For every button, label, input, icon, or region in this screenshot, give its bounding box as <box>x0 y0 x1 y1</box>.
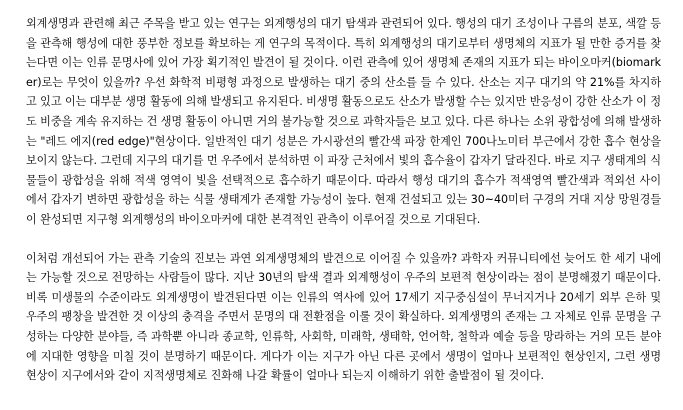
paragraph-2: 이처럼 개선되어 가는 관측 기술의 진보는 과연 외계생명체의 발견으로 이어질 수 있을까? 과학자 커뮤니티에선 늦어도 한 세기 내에는 가능할 것으로 전망하는 사람들이 많다. 지난 30년의 탐색 결과 외계행성이 우주의 보편적 현상이라는 점이 분명해졌기 때문이다. 비록 미생물의 수준이라도 외계생명이 발견된다면 이는 인류의 역사에 있어 17세기 지구중심설이 무너지거나 20세기 외부 은하 및 우주의 팽창을 발견한 것 이상의 충격을 주면서 문명의 대 전환점을 이룰 것이 확실하다. 외계생명의 존재는 그 자체로 인류 문명을 구성하는 다양한 분야들, 즉 과학뿐 아니라 종교학, 인류학, 사회학, 미래학, 생태학, 언어학, 철학과 예술 등을 망라하는 거의 모든 분야에 지대한 영향을 미칠 것이 분명하기 때문이다. 게다가 이는 지구가 아닌 다른 곳에서 생명이 얼마나 보편적인 현상인지, 그런 생명 현상이 지구에서와 같이 지적생명체로 진화해 나갈 확률이 얼마나 되는지 이해하기 위한 출발점이 될 것이다. <box>26 251 661 383</box>
paragraph-1: 외계생명과 관련해 최근 주목을 받고 있는 연구는 외계행성의 대기 탐색과 관련되어 있다. 행성의 대기 조성이나 구름의 분포, 색깔 등을 관측해 행성에 대한 풍부한 정보를 확보하는 게 연구의 목적이다. 특히 외계행성의 대기로부터 생명체의 지표가 될 만한 증거를 찾는다면 이는 인류 문명사에 있어 가장 획기적인 발견이 될 것이다. 이런 관측에 있어 생명체 존재의 지표가 되는 바이오마커(biomarker)로는 무엇이 있을까? 우선 화학적 비평형 과정으로 발생하는 대기 중의 산소를 들 수 있다. 산소는 지구 대기의 약 21%를 차지하고 있고 이는 대부분 생명 활동에 의해 발생되고 유지된다. 비생명 활동으로도 산소가 발생할 수는 있지만 반응성이 강한 산소가 이 정도 비중을 계속 유지하는 건 생명 활동이 아니면 거의 불가능할 것으로 과학자들은 보고 있다. 다른 하나는 소위 광합성에 의해 발생하는 "레드 에지(red edge)"현상이다. 일반적인 대기 성분은 가시광선의 빨간색 파장 한계인 700나노미터 부근에서 강한 흡수 현상을 보이지 않는다. 그런데 지구의 대기를 먼 우주에서 분석하면 이 파장 근처에서 빛의 흡수율이 갑자기 달라진다. 바로 지구 생태계의 식물들이 광합성을 위해 적색 영역이 빛을 선택적으로 흡수하기 때문이다. 따라서 행성 대기의 흡수가 적색영역 빨간색과 적외선 사이에서 갑자기 변하면 광합성을 하는 식물 생태계가 존재할 가능성이 높다. 현재 건설되고 있는 30~40미터 구경의 거대 지상 망원경들이 완성되면 지구형 외계행성의 바이오마커에 대한 본격적인 관측이 이루어질 것으로 기대된다. <box>26 17 661 226</box>
